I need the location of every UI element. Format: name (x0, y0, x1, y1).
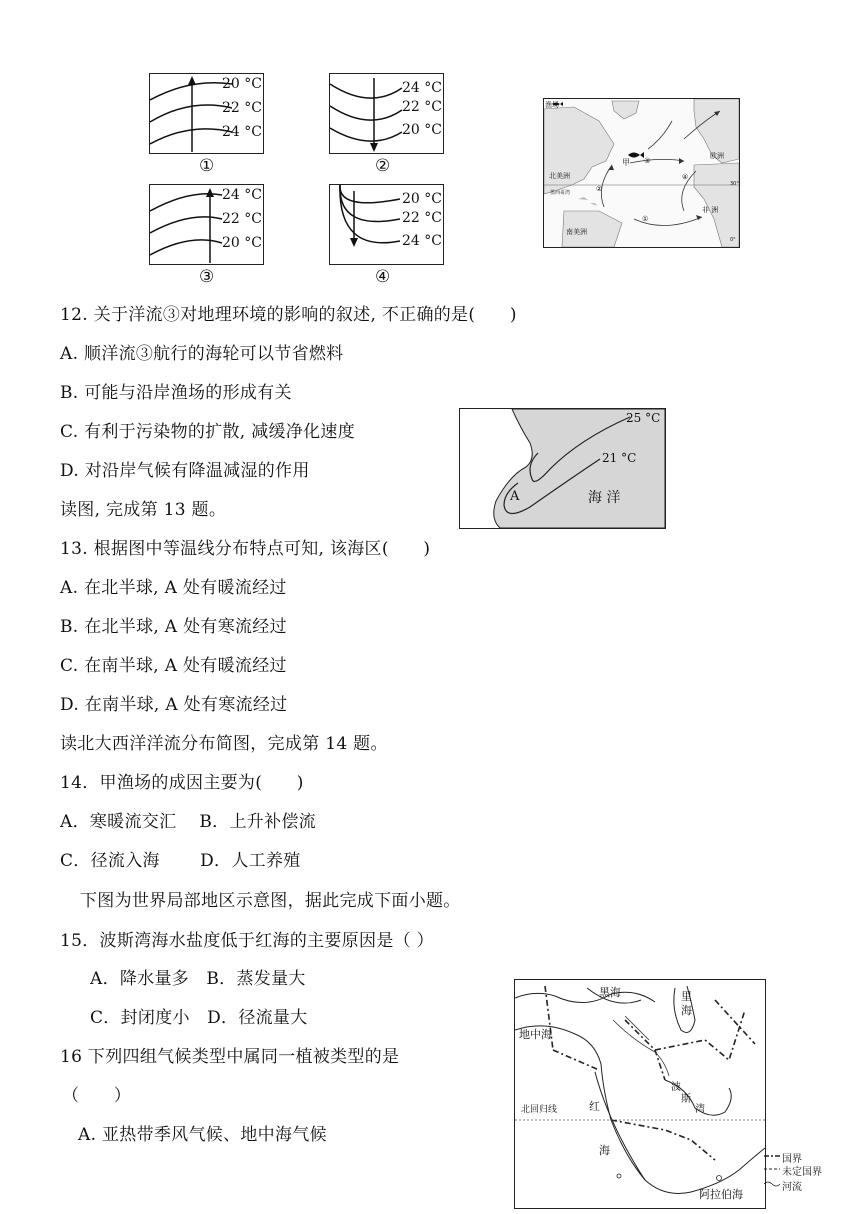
isotherm-21-label: 21 °C (602, 451, 637, 465)
label-caspian-2: 海 (681, 1004, 692, 1017)
d4-caption: ④ (375, 267, 391, 287)
d1-label-1: 20 °C (222, 76, 262, 92)
read-prompt-14: 读北大西洋洋流分布简图，完成第 14 题。 (60, 734, 388, 754)
label-north-america: 北美洲 (549, 172, 570, 180)
d3-label-1: 24 °C (222, 187, 262, 203)
legend-border: 国界 (782, 1154, 802, 1165)
q12-option-c: C. 有利于污染物的扩散, 减缓净化速度 (60, 422, 356, 442)
label-europe: 欧洲 (710, 152, 724, 160)
q15-stem: 15．波斯湾海水盐度低于红海的主要原因是（ ） (60, 931, 434, 951)
q12-option-b: B. 可能与沿岸渔场的形成有关 (60, 383, 292, 403)
fishery-legend-label: 渔场 (545, 101, 559, 109)
d1-label-2: 22 °C (222, 100, 262, 116)
q14-stem: 14．甲渔场的成因主要为( ) (60, 773, 304, 793)
q13-stem: 13. 根据图中等温线分布特点可知, 该海区( ) (60, 539, 431, 559)
q13-option-d: D. 在南半球, A 处有寒流经过 (60, 695, 288, 715)
d3-label-3: 20 °C (222, 235, 262, 251)
d4-label-1: 20 °C (402, 191, 442, 207)
d2-label-2: 22 °C (402, 99, 442, 115)
q15-options-cd: C．封闭度小 D．径流量大 (90, 1008, 308, 1028)
label-mediterranean: 地中海 (519, 1028, 552, 1041)
d1-caption: ① (199, 156, 215, 176)
label-africa: 非 洲 (702, 206, 719, 214)
d2-label-3: 20 °C (402, 122, 442, 138)
read-prompt-15: 下图为世界局部地区示意图，据此完成下面小题。 (80, 891, 461, 911)
d3-label-2: 22 °C (222, 211, 262, 227)
q13-option-c: C. 在南半球, A 处有暖流经过 (60, 656, 287, 676)
legend-undetermined-border: 未定国界 (782, 1167, 822, 1178)
q12-stem: 12. 关于洋流③对地理环境的影响的叙述, 不正确的是( ) (60, 305, 517, 325)
q12-option-a: A. 顺洋流③航行的海轮可以节省燃料 (60, 344, 344, 364)
q16-stem: 16 下列四组气候类型中属同一植被类型的是 (60, 1047, 400, 1067)
d3-caption: ③ (199, 267, 215, 287)
isotherm-25-label: 25 °C (626, 411, 661, 425)
q13-option-b: B. 在北半球, A 处有寒流经过 (60, 617, 287, 637)
current-label-2: ② (596, 185, 603, 193)
sea-isotherm-figure (459, 408, 666, 529)
d2-caption: ② (375, 156, 391, 176)
label-south-america: 南美洲 (566, 228, 587, 236)
d4-label-2: 22 °C (402, 210, 442, 226)
point-a-label: A (510, 489, 520, 504)
label-tropic: 北回归线 (521, 1105, 558, 1115)
label-black-sea: 黑海 (599, 986, 621, 999)
middle-east-map (514, 979, 766, 1209)
q15-options-ab: A．降水量多 B．蒸发量大 (90, 969, 306, 989)
atlantic-current-map (543, 98, 740, 248)
sea-isotherm-drawing (460, 409, 665, 528)
middle-east-drawing (515, 980, 765, 1208)
d2-label-1: 24 °C (402, 80, 442, 96)
sea-label: 海 洋 (588, 490, 621, 506)
read-prompt-13: 读图, 完成第 13 题。 (60, 500, 227, 520)
latitude-0-label: 0° (730, 237, 736, 243)
atlantic-map-drawing (544, 99, 739, 247)
label-gulf: 墨西哥湾 (550, 190, 571, 196)
q14-options-cd: C．径流入海 D．人工养殖 (60, 851, 301, 871)
q16-paren: （ ） (62, 1086, 132, 1106)
d4-label-3: 24 °C (402, 233, 442, 249)
current-label-4: ④ (682, 173, 689, 181)
current-label-1: ① (642, 215, 649, 223)
label-arabian-sea: 阿拉伯海 (699, 1188, 743, 1201)
label-persian-gulf-1: 波 (671, 1082, 681, 1093)
q13-option-a: A. 在北半球, A 处有暖流经过 (60, 578, 287, 598)
d1-label-3: 24 °C (222, 124, 262, 140)
label-persian-gulf-2: 斯 (681, 1094, 691, 1105)
label-caspian-1: 里 (681, 990, 692, 1003)
label-red-sea-2: 海 (599, 1144, 610, 1157)
label-persian-gulf-3: 湾 (695, 1104, 705, 1115)
label-jia: 甲 (622, 158, 630, 167)
label-red-sea-1: 红 (589, 1100, 600, 1113)
map-legend-symbols (764, 1150, 784, 1190)
current-label-3: ③ (644, 157, 651, 165)
latitude-30-label: 30° (730, 181, 739, 187)
q16-option-a: A. 亚热带季风气候、地中海气候 (78, 1125, 327, 1145)
legend-river: 河流 (782, 1182, 802, 1193)
q14-options-ab: A．寒暖流交汇 B．上升补偿流 (60, 812, 316, 832)
q12-option-d: D. 对沿岸气候有降温减湿的作用 (60, 461, 310, 481)
